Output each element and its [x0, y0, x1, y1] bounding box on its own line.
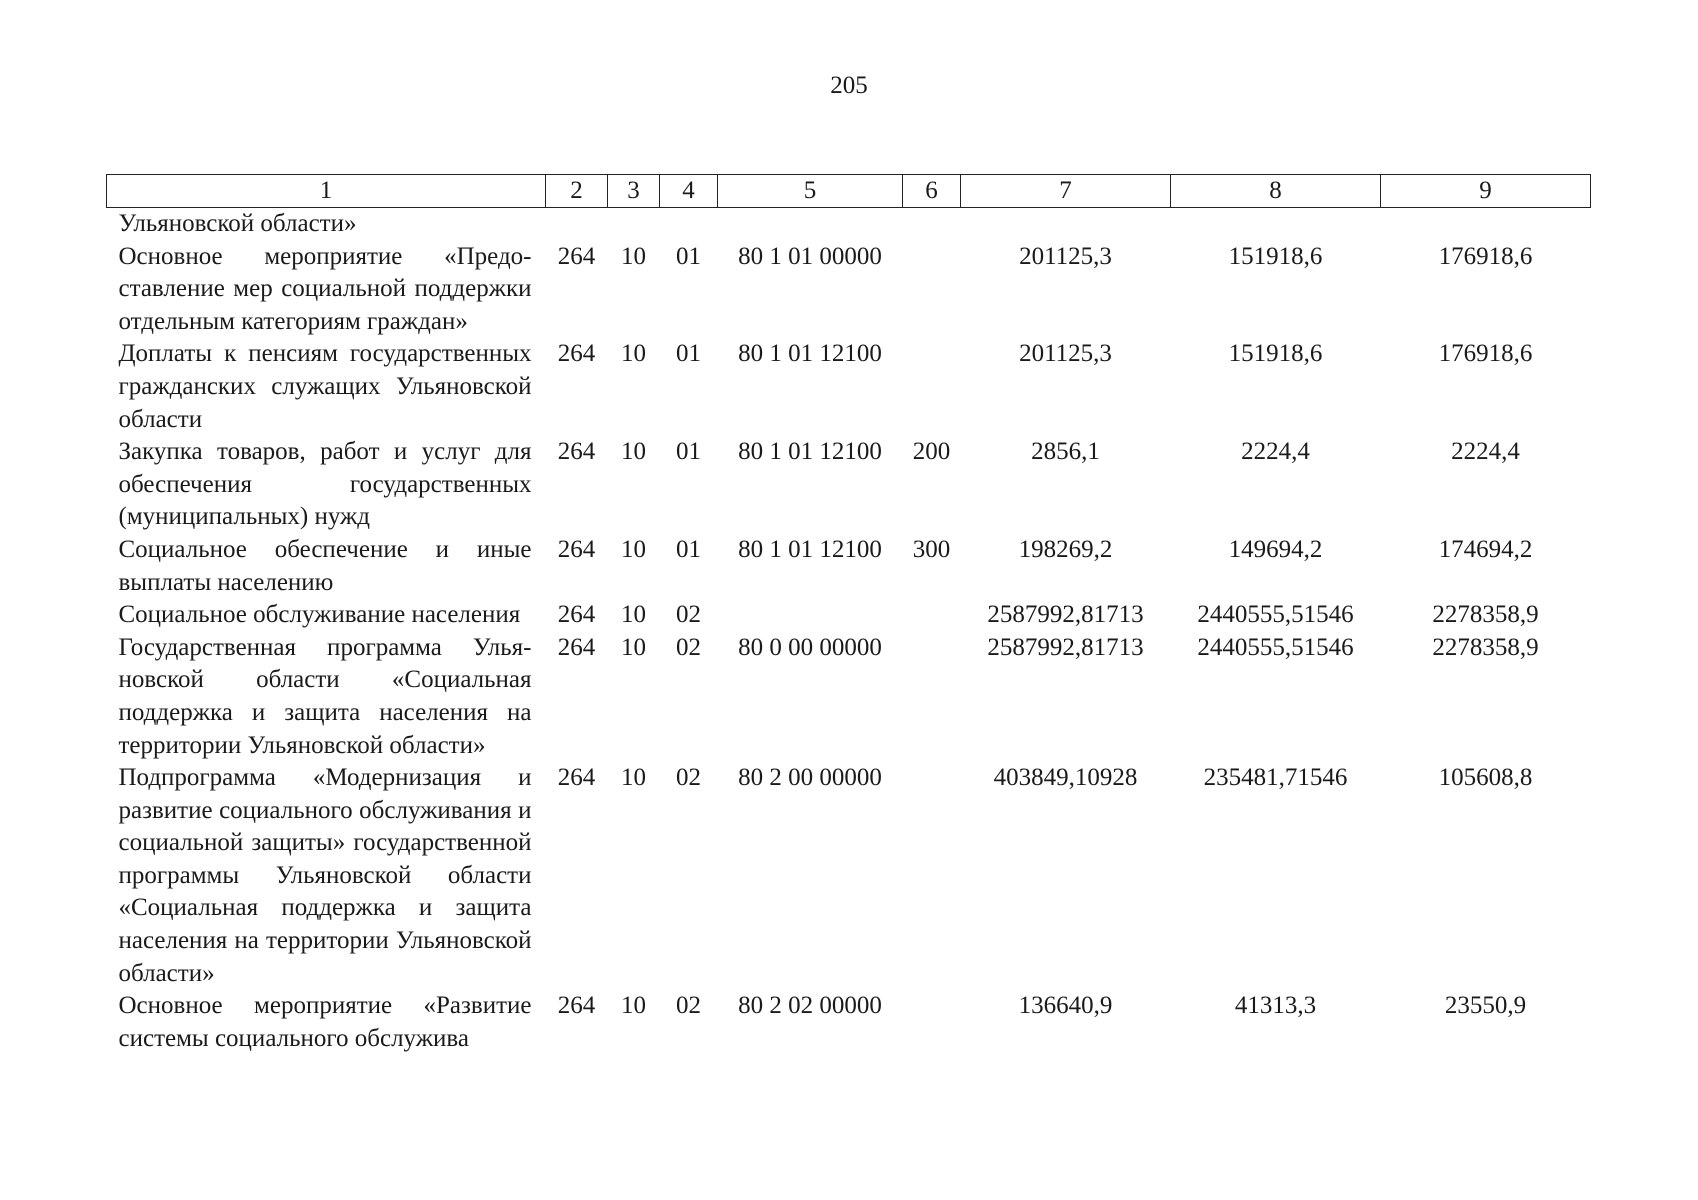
- row-col-9: 176918,6: [1438, 340, 1533, 368]
- row-name: Государственная программа Ульяновской области «Социальная поддержка и защита населения на территории Ульяновской области»: [118, 633, 532, 759]
- header-col-3: 3: [608, 175, 660, 208]
- row-col-4: 01: [676, 340, 701, 368]
- row-col-4: 02: [676, 633, 701, 661]
- row-col-2: 264: [557, 340, 596, 368]
- table-body: [107, 208, 1591, 1056]
- table-row: [107, 990, 1591, 1055]
- row-col-2: 264: [557, 438, 596, 466]
- row-col-9: 176918,6: [1438, 242, 1533, 270]
- table-row: [107, 632, 1591, 762]
- row-col-4: 02: [676, 764, 701, 792]
- row-col-9: 2224,4: [1451, 438, 1520, 466]
- row-col-7: 198269,2: [1018, 535, 1113, 563]
- row-col-8: [1171, 208, 1381, 241]
- row-col-2: 264: [557, 633, 596, 661]
- page-number: 205: [830, 72, 868, 99]
- row-col-8: 2224,4: [1241, 438, 1310, 466]
- row-col-8: 235481,71546: [1203, 764, 1348, 792]
- header-col-7: 7: [961, 175, 1171, 208]
- row-col-2: 264: [557, 535, 596, 563]
- row-col-6: [903, 208, 961, 241]
- row-col-2: 264: [557, 242, 596, 270]
- header-col-5: 5: [718, 175, 903, 208]
- row-col-3: 10: [621, 535, 646, 563]
- row-col-4: 02: [676, 601, 701, 629]
- row-name: Ульяновской области»: [118, 210, 357, 237]
- row-col-8: 41313,3: [1234, 992, 1317, 1020]
- row-col-3: 10: [621, 764, 646, 792]
- header-col-6: 6: [903, 175, 961, 208]
- row-col-5: [718, 208, 903, 241]
- row-col-3: 10: [621, 601, 646, 629]
- row-col-6: 200: [912, 438, 951, 466]
- header-col-4: 4: [660, 175, 718, 208]
- row-col-9: 2278358,9: [1432, 601, 1539, 629]
- row-col-3: 10: [621, 438, 646, 466]
- row-col-9: 174694,2: [1438, 535, 1533, 563]
- row-col-8: 151918,6: [1228, 340, 1323, 368]
- row-name: Подпрограмма «Модернизация и развитие социального обслуживания и социальной защиты» государственной программы Ульяновской области «Социальная поддержка и защита населения на территории Ульяновской области»: [118, 764, 532, 987]
- row-name: Социальное обслуживание населения: [118, 601, 521, 629]
- row-col-8: 149694,2: [1228, 535, 1323, 563]
- row-name: Закупка товаров, работ и услуг для обеспечения государственных (муниципальных) нужд: [118, 438, 532, 531]
- table-header: [107, 175, 1591, 208]
- row-col-5: 80 1 01 12100: [738, 535, 882, 563]
- row-name: Основное мероприятие «Предоставление мер социальной поддержки отдельным категориям граждан»: [118, 242, 532, 335]
- header-col-1: 1: [107, 175, 546, 208]
- row-col-3: [608, 208, 660, 241]
- row-col-3: 10: [621, 340, 646, 368]
- row-col-8: 2440555,51546: [1197, 601, 1354, 629]
- table-row: [107, 762, 1591, 990]
- row-col-8: 2440555,51546: [1197, 633, 1354, 661]
- budget-table: [106, 174, 1591, 1055]
- row-col-5: 80 2 02 00000: [738, 992, 882, 1020]
- row-name: Основное мероприятие «Развитие системы социального обслужива: [118, 992, 532, 1052]
- row-col-5: 80 2 00 00000: [738, 764, 882, 792]
- row-col-5: [718, 599, 903, 632]
- row-col-4: 01: [676, 242, 701, 270]
- row-col-7: 2587992,81713: [987, 633, 1144, 661]
- row-col-7: 403849,10928: [993, 764, 1138, 792]
- row-name: Доплаты к пенсиям государственных гражданских служащих Ульяновской области: [118, 340, 532, 433]
- row-col-2: 264: [557, 992, 596, 1020]
- row-col-7: [961, 208, 1171, 241]
- row-col-4: 01: [676, 535, 701, 563]
- row-name: Социальное обеспечение и иные выплаты населению: [118, 535, 532, 596]
- row-col-6: [903, 338, 961, 436]
- row-col-9: 105608,8: [1438, 764, 1533, 792]
- row-col-6: 300: [912, 535, 951, 563]
- table-row: [107, 599, 1591, 632]
- row-col-7: 201125,3: [1019, 242, 1112, 270]
- table-row: [107, 436, 1591, 534]
- table-row: [107, 241, 1591, 339]
- row-col-6: [903, 632, 961, 762]
- row-col-2: 264: [557, 764, 596, 792]
- row-col-2: 264: [557, 601, 596, 629]
- row-col-3: 10: [621, 242, 646, 270]
- row-col-7: 2587992,81713: [987, 601, 1144, 629]
- row-col-9: 23550,9: [1444, 992, 1527, 1020]
- row-col-6: [903, 241, 961, 339]
- header-col-8: 8: [1171, 175, 1381, 208]
- row-col-5: 80 1 01 00000: [738, 242, 882, 270]
- row-col-2: [546, 208, 608, 241]
- row-col-4: 01: [676, 438, 701, 466]
- table-row: [107, 534, 1591, 599]
- row-col-6: [903, 762, 961, 990]
- row-col-6: [903, 599, 961, 632]
- row-col-4: [660, 208, 718, 241]
- row-col-7: 201125,3: [1019, 340, 1112, 368]
- header-row: [107, 175, 1591, 208]
- row-col-3: 10: [621, 633, 646, 661]
- table-row: [107, 208, 1591, 241]
- row-col-7: 2856,1: [1031, 438, 1100, 466]
- row-col-7: 136640,9: [1018, 992, 1113, 1020]
- row-col-5: 80 0 00 00000: [738, 633, 882, 661]
- row-col-9: 2278358,9: [1432, 633, 1539, 661]
- header-col-2: 2: [546, 175, 608, 208]
- header-col-9: 9: [1381, 175, 1591, 208]
- row-col-5: 80 1 01 12100: [738, 340, 882, 368]
- row-col-8: 151918,6: [1228, 242, 1323, 270]
- row-col-6: [903, 990, 961, 1055]
- row-col-9: [1381, 208, 1591, 241]
- row-col-4: 02: [676, 992, 701, 1020]
- row-col-3: 10: [621, 992, 646, 1020]
- table-row: [107, 338, 1591, 436]
- row-col-5: 80 1 01 12100: [738, 438, 882, 466]
